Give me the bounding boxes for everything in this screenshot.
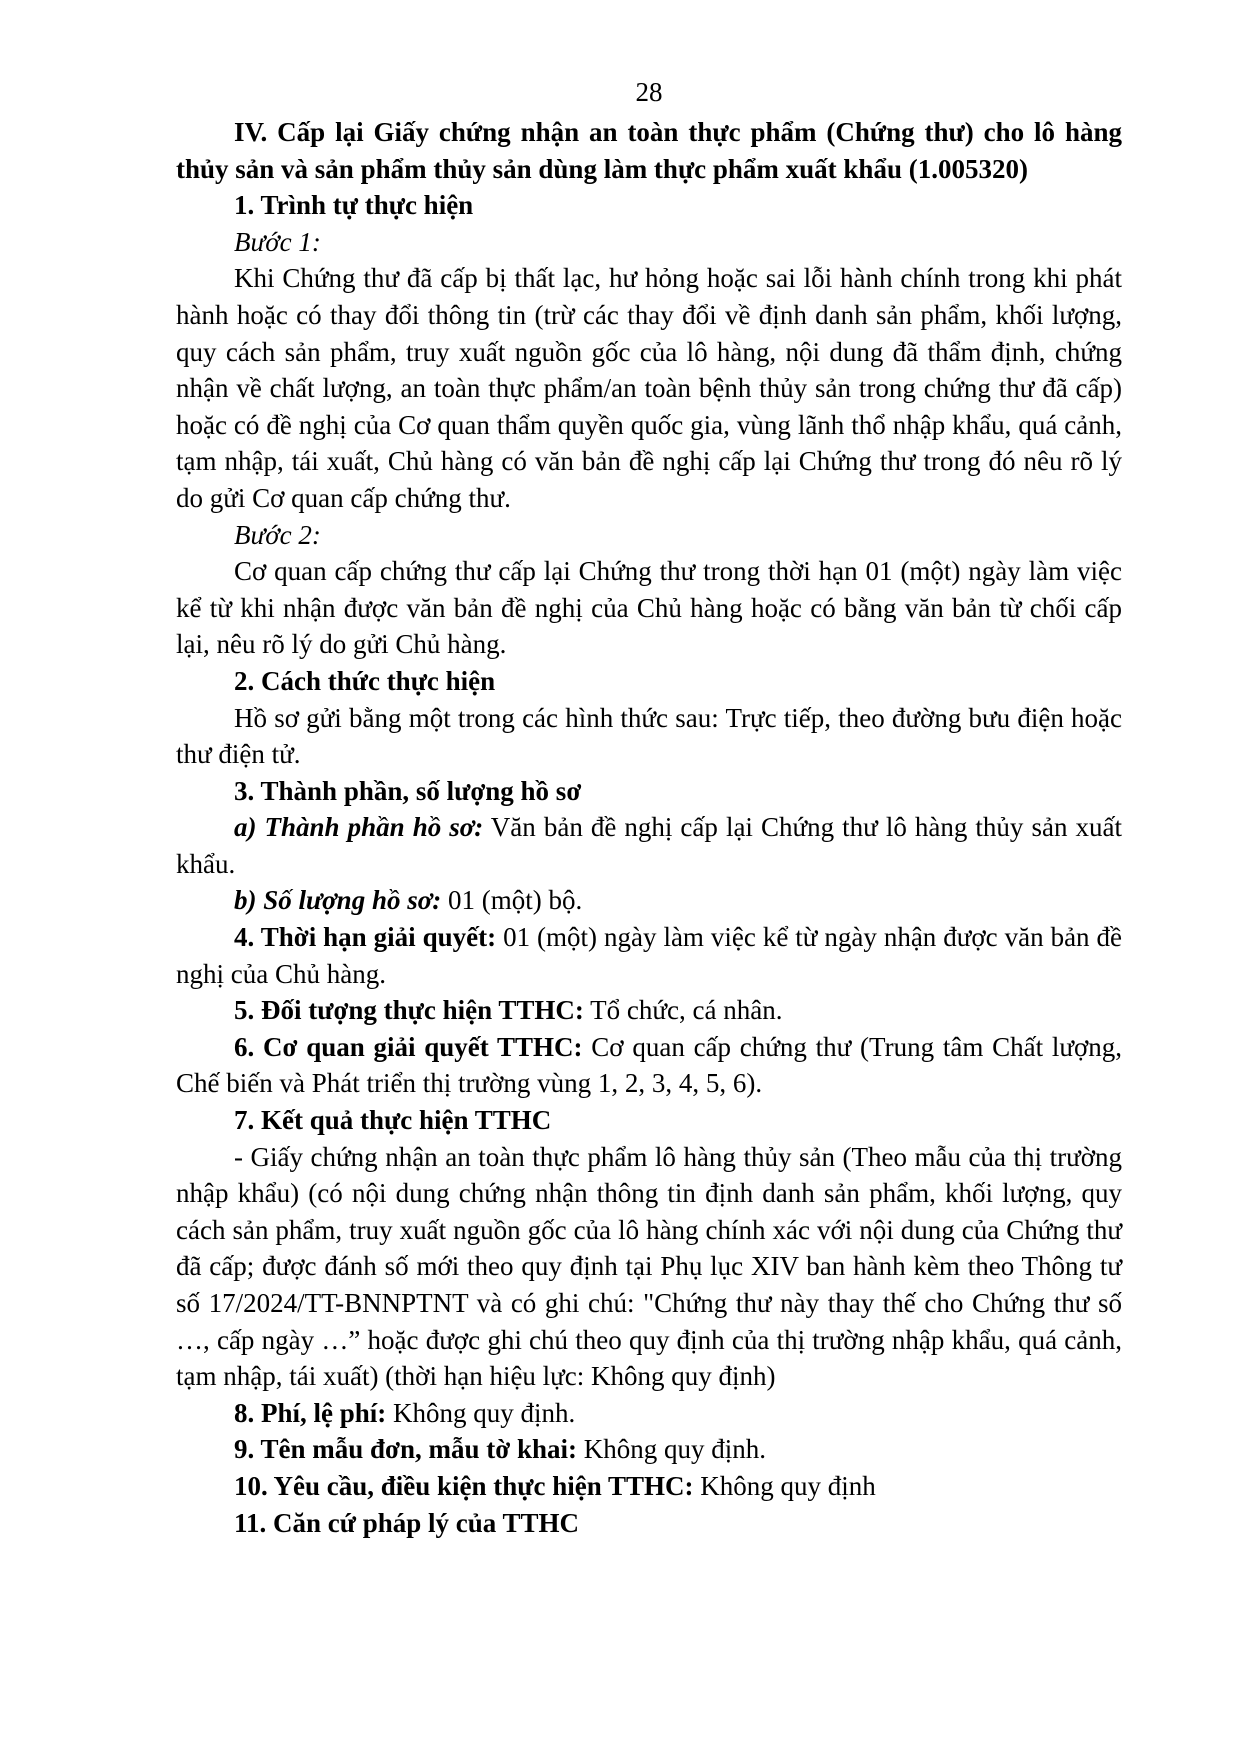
form-names [176, 1431, 1122, 1468]
requirements-text: Không quy định [693, 1470, 876, 1501]
processing-time-label: 4. Thời hạn giải quyết: [234, 922, 497, 953]
page-number: 28 [635, 77, 663, 107]
resolving-agency-text: Cơ quan cấp chứng thư (Trung tâm Chất lượng, Chế biến và Phát triển thị trường vùng 1, 2, 3, 4, 5, 6). [176, 1031, 1122, 1099]
fees [176, 1395, 1122, 1432]
step2-text: Cơ quan cấp chứng thư cấp lại Chứng thư trong thời hạn 01 (một) ngày làm việc kể từ khi nhận được văn bản đề nghị của Chủ hàng hoặc có bằng văn bản từ chối cấp lại, nêu rõ lý do gửi Chủ hàng. [176, 556, 1122, 660]
heading-procedure-sequence: 1. Trình tự thực hiện [234, 190, 474, 221]
fees-label: 8. Phí, lệ phí: [234, 1397, 387, 1428]
dossier-components-text: Văn bản đề nghị cấp lại Chứng thư lô hàng thủy sản xuất khẩu. [176, 812, 1122, 879]
requirements [176, 1468, 1122, 1505]
dossier-quantity-text: 01 (một) bộ. [441, 885, 583, 916]
heading-method: 2. Cách thức thực hiện [234, 665, 496, 696]
dossier-components-label: a) Thành phần hồ sơ: [234, 812, 484, 843]
applicant-subject-text: Tổ chức, cá nhân. [583, 995, 783, 1026]
heading-dossier: 3. Thành phần, số lượng hồ sơ [234, 775, 582, 806]
heading-legal-basis: 11. Căn cứ pháp lý của TTHC [234, 1507, 580, 1538]
processing-time [176, 919, 1122, 992]
step1-text: Khi Chứng thư đã cấp bị thất lạc, hư hỏng hoặc sai lỗi hành chính trong khi phát hành hoặc có thay đổi thông tin (trừ các thay đổi về định danh sản phẩm, khối lượng, quy cách sản phẩm, truy xuất nguồn gốc của lô hàng, nội dung đã thẩm định, chứng nhận về chất lượng, an toàn thực phẩm/an toàn bệnh thủy sản trong chứng thư đã cấp) hoặc có đề nghị của Cơ quan thẩm quyền quốc gia, vùng lãnh thổ nhập khẩu, quá cảnh, tạm nhập, tái xuất, Chủ hàng có văn bản đề nghị cấp lại Chứng thư trong đó nêu rõ lý do gửi Cơ quan cấp chứng thư. [176, 263, 1122, 513]
method-text: Hồ sơ gửi bằng một trong các hình thức sau: Trực tiếp, theo đường bưu điện hoặc thư điện tử. [176, 702, 1122, 770]
resolving-agency-label: 6. Cơ quan giải quyết TTHC: [234, 1031, 583, 1062]
form-names-text: Không quy định. [576, 1434, 766, 1465]
processing-time-text: 01 (một) ngày làm việc kể từ ngày nhận được văn bản đề nghị của Chủ hàng. [176, 922, 1122, 989]
step2-label: Bước 2: [234, 519, 321, 550]
heading-result: 7. Kết quả thực hiện TTHC [234, 1105, 552, 1136]
result-text: - Giấy chứng nhận an toàn thực phẩm lô hàng thủy sản (Theo mẫu của thị trường nhập khẩu) (có nội dung chứng nhận thông tin định danh sản phẩm, khối lượng, quy cách sản phẩm, truy xuất nguồn gốc của lô hàng chính xác với nội dung của Chứng thư đã cấp; được đánh số mới theo quy định tại Phụ lục XIV ban hành kèm theo Thông tư số 17/2024/TT-BNNPTNT và có ghi chú: "Chứng thư này thay thế cho Chứng thư số …, cấp ngày …” hoặc được ghi chú theo quy định của thị trường nhập khẩu, quá cảnh, tạm nhập, tái xuất) (thời hạn hiệu lực: Không quy định) [176, 1141, 1122, 1392]
dossier-quantity [176, 882, 1122, 919]
resolving-agency [176, 1029, 1122, 1102]
applicant-subject-label: 5. Đối tượng thực hiện TTHC: [234, 995, 584, 1026]
fees-text: Không quy định. [386, 1397, 576, 1428]
dossier-quantity-label: b) Số lượng hồ sơ: [234, 885, 442, 916]
section-title: IV. Cấp lại Giấy chứng nhận an toàn thực phẩm (Chứng thư) cho lô hàng thủy sản và sản phẩm thủy sản dùng làm thực phẩm xuất khẩu (1.005320) [176, 117, 1122, 184]
form-names-label: 9. Tên mẫu đơn, mẫu tờ khai: [234, 1434, 577, 1465]
applicant-subject [176, 992, 1122, 1029]
dossier-components [176, 809, 1122, 882]
step1-label: Bước 1: [234, 226, 321, 257]
requirements-label: 10. Yêu cầu, điều kiện thực hiện TTHC: [234, 1470, 694, 1501]
